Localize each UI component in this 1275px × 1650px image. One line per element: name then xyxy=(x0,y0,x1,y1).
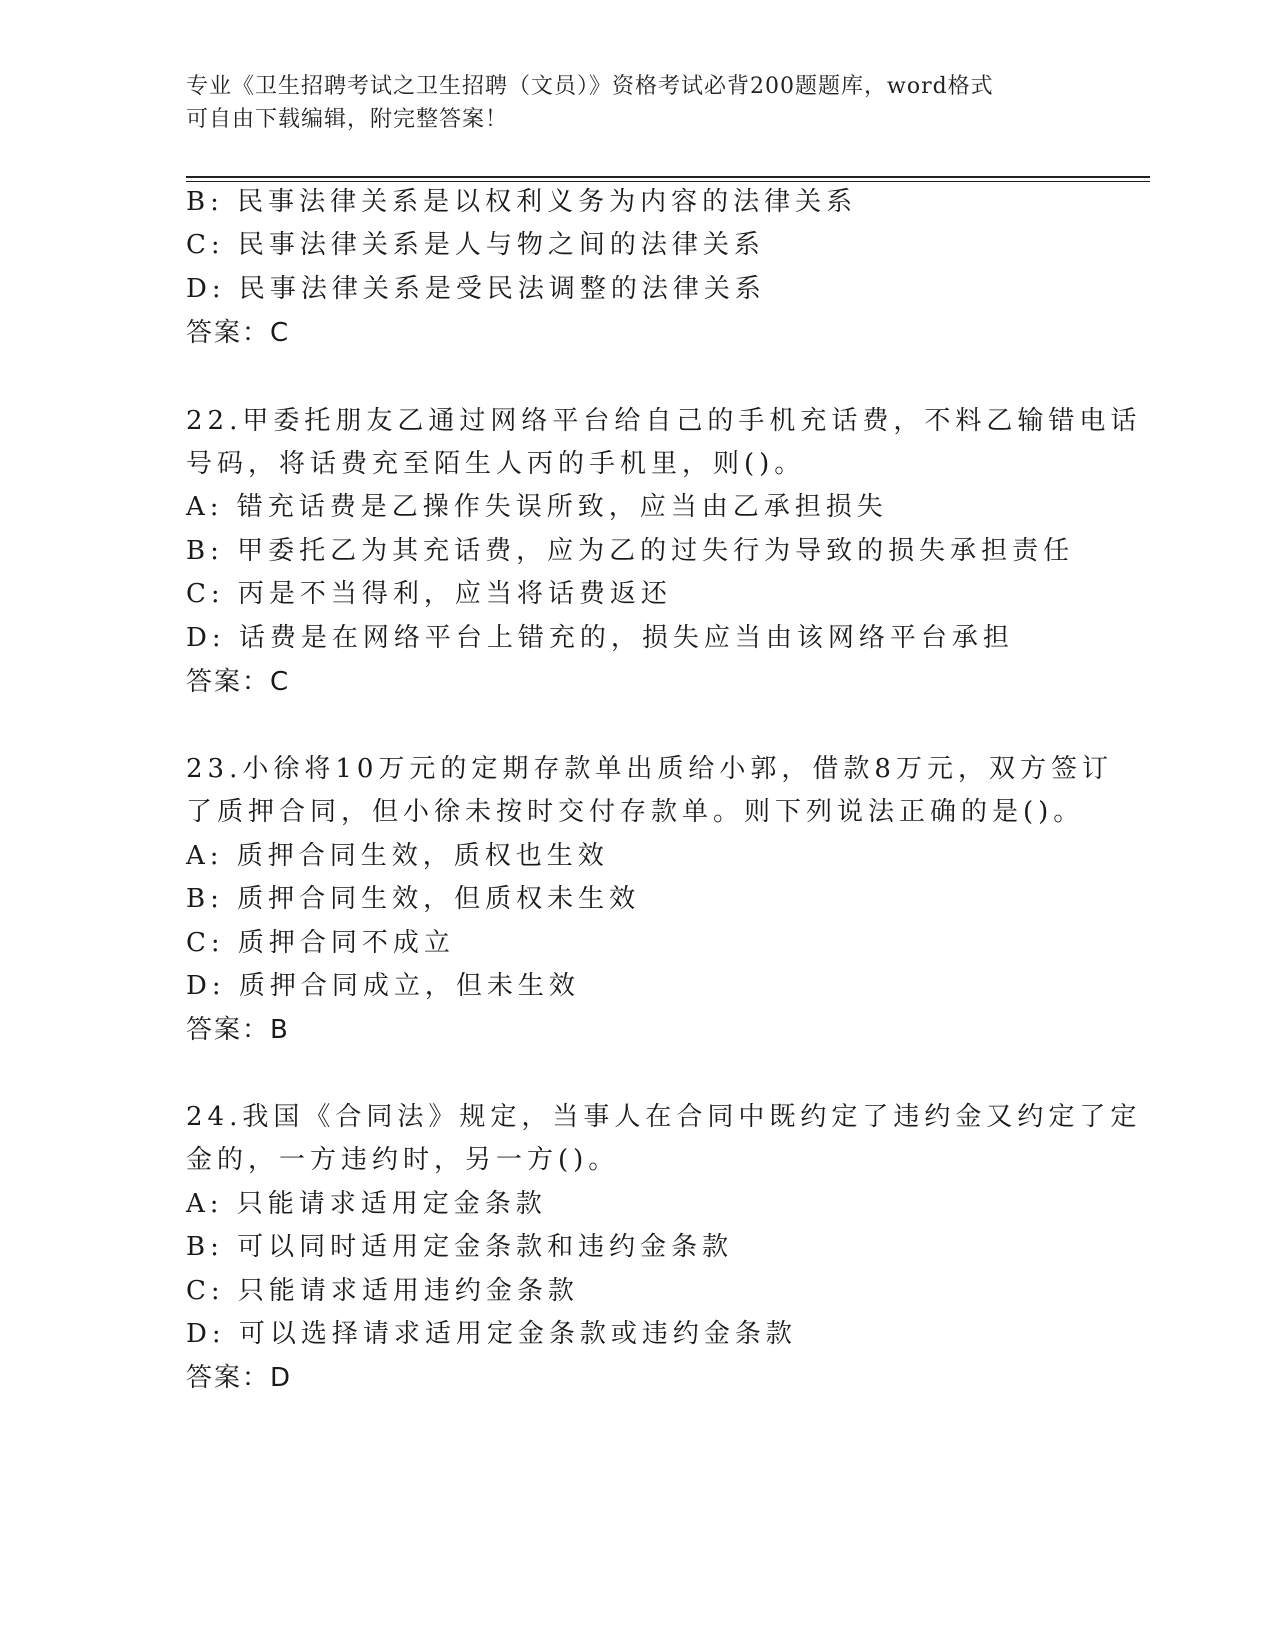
q24-answer: 答案：D xyxy=(186,1363,293,1393)
header-divider-thick xyxy=(186,176,1150,178)
q23-option-c: C: 质押合同不成立 xyxy=(186,928,455,958)
header-line-1: 专业《卫生招聘考试之卫生招聘（文员）》资格考试必背200题题库，word格式 xyxy=(186,74,994,99)
q22-stem-line-1: 22.甲委托朋友乙通过网络平台给自己的手机充话费，不料乙输错电话 xyxy=(186,406,1142,436)
q23-option-d: D: 质押合同成立，但未生效 xyxy=(186,971,580,1001)
q21-answer: 答案：C xyxy=(186,318,291,348)
q22-stem-line-2: 号码，将话费充至陌生人丙的手机里，则()。 xyxy=(186,449,806,479)
header-divider-thin xyxy=(186,181,1150,182)
q24-option-c: C: 只能请求适用违约金条款 xyxy=(186,1276,579,1306)
q24-option-d: D: 可以选择请求适用定金条款或违约金条款 xyxy=(186,1319,797,1349)
q23-stem-line-2: 了质押合同，但小徐未按时交付存款单。则下列说法正确的是()。 xyxy=(186,797,1085,827)
q23-option-a: A: 质押合同生效，质权也生效 xyxy=(186,841,609,871)
q23-option-b: B: 质押合同生效，但质权未生效 xyxy=(186,884,641,914)
page-header xyxy=(186,70,1086,136)
q23-answer: 答案：B xyxy=(186,1015,290,1045)
q24-stem-line-1: 24.我国《合同法》规定，当事人在合同中既约定了违约金又约定了定 xyxy=(186,1102,1142,1132)
q24-stem-line-2: 金的，一方违约时，另一方()。 xyxy=(186,1145,620,1175)
q22-option-b: B: 甲委托乙为其充话费，应为乙的过失行为导致的损失承担责任 xyxy=(186,536,1075,566)
q22-option-d: D: 话费是在网络平台上错充的，损失应当由该网络平台承担 xyxy=(186,623,1014,653)
q24-option-b: B: 可以同时适用定金条款和违约金条款 xyxy=(186,1232,734,1262)
q23-stem-line-1: 23.小徐将10万元的定期存款单出质给小郭，借款8万元，双方签订 xyxy=(186,754,1113,784)
q22-answer: 答案：C xyxy=(186,667,291,697)
q21-option-d: D: 民事法律关系是受民法调整的法律关系 xyxy=(186,274,766,304)
header-line-2: 可自由下载编辑，附完整答案！ xyxy=(186,107,509,132)
q24-option-a: A: 只能请求适用定金条款 xyxy=(186,1189,547,1219)
q22-option-a: A: 错充话费是乙操作失误所致，应当由乙承担损失 xyxy=(186,492,888,522)
q21-option-b: B: 民事法律关系是以权利义务为内容的法律关系 xyxy=(186,187,858,217)
q22-option-c: C: 丙是不当得利，应当将话费返还 xyxy=(186,579,672,609)
q21-option-c: C: 民事法律关系是人与物之间的法律关系 xyxy=(186,230,765,260)
